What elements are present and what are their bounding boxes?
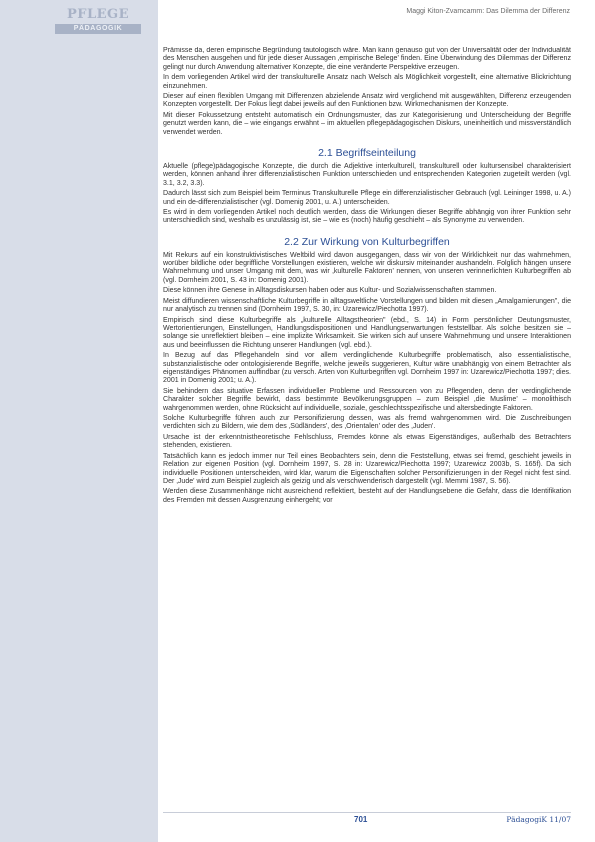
logo-title: PFLEGE	[66, 7, 130, 22]
paragraph: In Bezug auf das Pflegehandeln sind vor allem verdinglichende Kulturbegriffe problematisch, also essentialistische, substanzialistische oder ontologisierende Begriffe, welche jeweils suggerieren, Kultur wäre unabhängig von einem Betrachter als eigenständiges Phänomen auffindbar (zu versch. Arten von Kulturbegriffen vgl. Dornheim 1997 in: Uzarewicz/Piechotta 1997; dies. 2001 in Domenig 2001; u. A.).	[163, 352, 571, 385]
paragraph: Prämisse da, deren empirische Begründung tautologisch wäre. Man kann genauso gut von der Universalität oder der Individualität des Menschen ausgehen und für jede dieser Aussagen ‚empirische Belege' finden. Eine Überwindung des Dilemmas der Differenz gelingt nur durch Anwendung alternativer Konzepte, die eine veränderte Perspektive erzeugen.	[163, 47, 571, 71]
paragraph: Aktuelle (pflege)pädagogische Konzepte, die durch die Adjektive interkulturell, transkulturell oder kultursensibel charakterisiert werden, können anhand ihrer differenzialistischen Funktion unterschieden und entsprechenden Kategorien zugeteilt werden (vgl. 3.1, 3.2, 3.3).	[163, 163, 571, 187]
page-footer	[0, 806, 595, 842]
paragraph: Sie behindern das situative Erfassen individueller Probleme und Ressourcen von zu Pflegenden, denn der verdinglichende Charakter solcher Begriffe bewirkt, dass bestimmte Bevölkerungsgruppen – zum Beispiel ‚die Muslime' – monolithisch wahrgenommen werden, ohne Rücksicht auf individuelle, soziale, geschlechtsspezifische und altersbedingte Faktoren.	[163, 387, 571, 412]
paragraph: Mit dieser Fokussetzung entsteht automatisch ein Ordnungsmuster, das zur Kategorisierung und Unterscheidung der Begriffe genutzt werden kann, die – wie eingangs erwähnt – im aktuellen pflegepädagogischen Diskurs, uneinheitlich und missverständlich verwendet werden.	[163, 111, 571, 136]
footer-divider	[163, 812, 571, 813]
running-header: Maggi Kiton-Zvamcamm: Das Dilemma der Differenz	[406, 8, 570, 15]
paragraph: Tatsächlich kann es jedoch immer nur Teil eines Beobachters sein, denn die Feststellung, etwas sei fremd, geschieht jeweils in Relation zur eigenen Position (vgl. Dornheim 1997, S. 28 in: Uzarewicz/Piechotta 1997; Uzarewicz 2003b, S. 165f). Da sich individuelle Positionen unterscheiden, wird klar, warum die Eigenschaften solcher Personifizierungen in der Regel nicht fest sind. Der ‚Jude' wird zum Beispiel zugleich als geizig und als verschwenderisch dargestellt (vgl. Memmi 1987, S. 56).	[163, 452, 571, 485]
logo-subtitle: PÄDAGOGIK	[55, 24, 141, 34]
paragraph: Mit Rekurs auf ein konstruktivistisches Weltbild wird davon ausgegangen, dass wir von der Wirklichkeit nur das wahrnehmen, worüber bildliche oder begriffliche Vorstellungen existieren, welche wir diskursiv miteinander aushandeln. Folglich hängen unsere Wahrnehmung und unser Umgang mit dem, was wir ‚kulturelle Faktoren' nennen, von unseren verinnerlichten Kulturbegriffen ab (vgl. Dornheim 2001, S. 43 in: Domenig 2001).	[163, 251, 571, 284]
paragraph: Solche Kulturbegriffe führen auch zur Personifizierung dessen, was als fremd wahrgenommen wird. Die Zuschreibungen verdichten sich zu Bildern, wie dem des ‚Südländers', des ‚Orientalen' oder des ‚Juden'.	[163, 415, 571, 431]
paragraph: Meist diffundieren wissenschaftliche Kulturbegriffe in alltagsweltliche Vorstellungen und bilden mit diesen „Amalgamierungen", die nur analytisch zu trennen sind (Dornheim 1997, S. 30, in: Uzarewicz/Piechotta 1997).	[163, 297, 571, 314]
paragraph: Dieser auf einen flexiblen Umgang mit Differenzen abzielende Ansatz wird verglichend mit ausgewählten, Differenz erzeugenden Konzepten vorgestellt. Der Fokus liegt dabei jeweils auf den Funktionen bzw. Wirkmechanismen der Konzepte.	[163, 93, 571, 109]
paragraph: Es wird in dem vorliegenden Artikel noch deutlich werden, dass die Wirkungen dieser Begriffe abhängig von ihrer Funktion sehr unterschiedlich sind, weshalb es unzulässig ist, sie – wie es (noch) häufig geschieht – als Synonyme zu verwenden.	[163, 209, 571, 225]
journal-logo	[55, 8, 141, 38]
article-body	[163, 47, 571, 807]
paragraph: Empirisch sind diese Kulturbegriffe als „kulturelle Alltagstheorien" (ebd., S. 14) in Form persönlicher Deutungsmuster, Wertorientierungen, Einstellungen, Handlungsdispositionen und Handlungserwartungen feststellbar. Als solche besitzen sie – solange sie unreflektiert bleiben – eine implizite Wirksamkeit. Sie wirken sich auf unsere Wahrnehmung und unsere Interaktionen aus und beeinflussen die Richtung unserer Handlungen (vgl. ebd.).	[163, 316, 571, 349]
section-heading: 2.1 Begriffseinteilung	[318, 147, 416, 159]
paragraph: In dem vorliegenden Artikel wird der transkulturelle Ansatz nach Welsch als Möglichkeit vorgestellt, eine alternative Blickrichtung einzunehmen.	[163, 74, 571, 90]
section-heading: 2.2 Zur Wirkung von Kulturbegriffen	[284, 235, 450, 248]
paragraph: Diese können ihre Genese in Alltagsdiskursen haben oder aus Kultur- und Sozialwissenschaften stammen.	[163, 287, 497, 295]
paragraph: Dadurch lässt sich zum Beispiel beim Terminus Transkulturelle Pflege ein differenzialistischer Gebrauch (vgl. Leininger 1998, u. A.) und ein de-differenzialistischer (vgl. Domenig 2001, u. A.) unterscheiden.	[163, 190, 571, 206]
page-side-band	[0, 0, 158, 842]
page-number: 701	[354, 815, 368, 824]
paragraph: Werden diese Zusammenhänge nicht ausreichend reflektiert, besteht auf der Handlungsebene die Gefahr, dass die Identifikation des Fremden mit dessen Ausgrenzung einhergeht; vor	[163, 488, 571, 504]
journal-issue: PädagogiK 11/07	[506, 815, 571, 824]
paragraph: Ursache ist der erkenntnistheoretische Fehlschluss, Fremdes könne als etwas Eigenständiges, außerhalb des Betrachters stehenden, existieren.	[163, 433, 571, 450]
